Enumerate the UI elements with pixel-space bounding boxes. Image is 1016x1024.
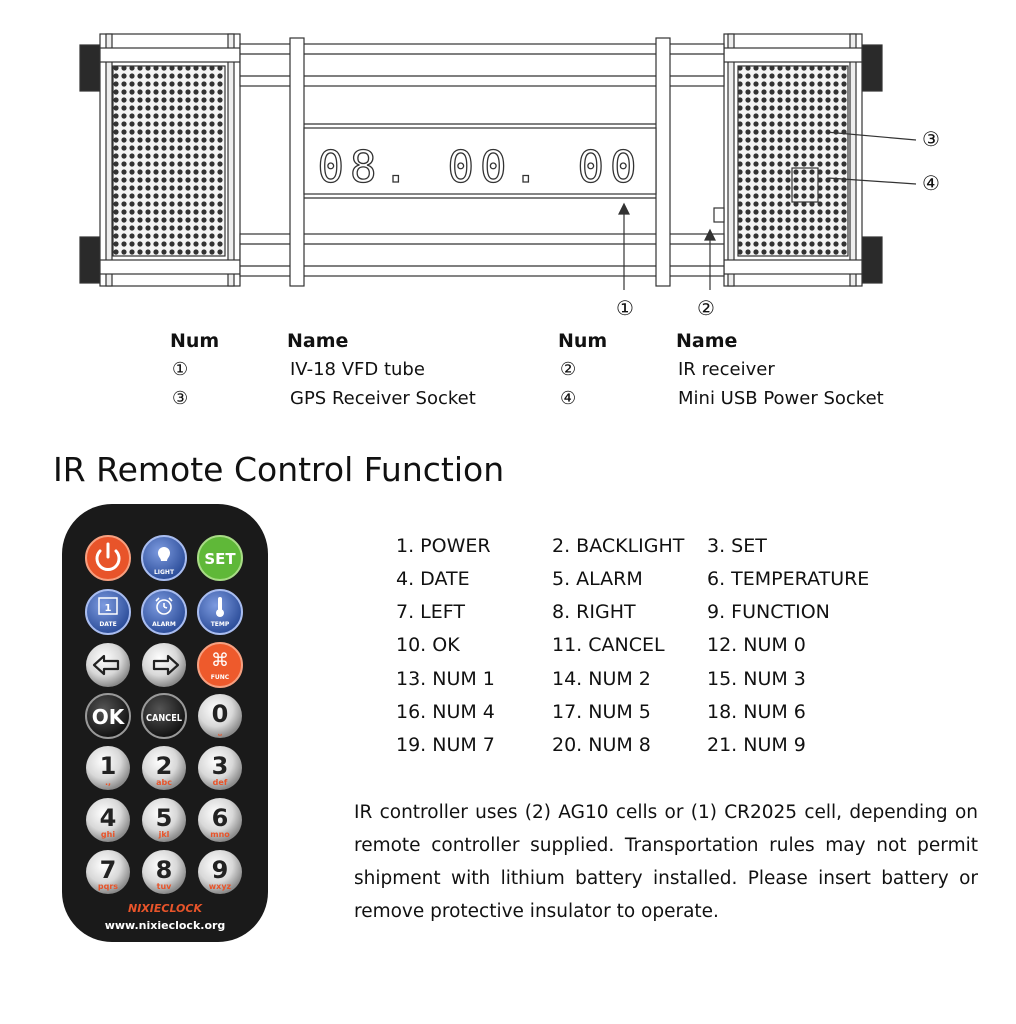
function-item: 14. NUM 2 bbox=[552, 668, 651, 690]
left-button[interactable] bbox=[86, 643, 130, 687]
num-8-letters: tuv bbox=[156, 882, 172, 891]
num-1-digit: 1 bbox=[99, 752, 117, 780]
function-item: 3. SET bbox=[707, 535, 767, 557]
num-3-letters: def bbox=[212, 778, 228, 787]
set-button[interactable] bbox=[198, 536, 242, 580]
num-5-button[interactable] bbox=[142, 798, 186, 842]
clock-diagram bbox=[0, 0, 1016, 326]
command-icon: ⌘ bbox=[211, 650, 229, 671]
function-item: 5. ALARM bbox=[552, 568, 643, 590]
callout-3: ③ bbox=[922, 127, 940, 151]
num-0-digit: 0 bbox=[211, 700, 229, 728]
parts-table bbox=[0, 326, 1016, 416]
num-6-button[interactable] bbox=[198, 798, 242, 842]
col-name-header-right: Name bbox=[676, 330, 738, 352]
function-item: 17. NUM 5 bbox=[552, 701, 651, 723]
part-num: ② bbox=[560, 359, 577, 380]
function-item: 2. BACKLIGHT bbox=[552, 535, 685, 557]
set-label: SET bbox=[204, 550, 236, 568]
temperature-button[interactable] bbox=[198, 590, 242, 634]
part-num: ① bbox=[172, 359, 189, 380]
part-name: GPS Receiver Socket bbox=[290, 388, 476, 409]
num-9-button[interactable] bbox=[198, 850, 242, 894]
part-num: ③ bbox=[172, 388, 189, 409]
function-item: 7. LEFT bbox=[396, 601, 465, 623]
function-item: 20. NUM 8 bbox=[552, 734, 651, 756]
function-item: 12. NUM 0 bbox=[707, 634, 806, 656]
part-name: IV-18 VFD tube bbox=[290, 359, 425, 380]
num-5-letters: jkl bbox=[158, 830, 170, 839]
num-0-letters: ⎵ bbox=[218, 727, 222, 736]
function-item: 19. NUM 7 bbox=[396, 734, 495, 756]
callout-4: ④ bbox=[922, 171, 940, 195]
part-name: IR receiver bbox=[678, 359, 775, 380]
callout-1: ① bbox=[616, 296, 634, 320]
col-num-header-right: Num bbox=[558, 330, 608, 352]
num-7-digit: 7 bbox=[99, 856, 117, 884]
light-label: LIGHT bbox=[153, 569, 175, 576]
num-1-letters: ., bbox=[104, 778, 112, 787]
date-calendar-number: 1 bbox=[104, 603, 112, 614]
num-9-digit: 9 bbox=[211, 856, 229, 884]
function-item: 10. OK bbox=[396, 634, 460, 656]
callout-2: ② bbox=[697, 296, 715, 320]
alarm-button[interactable] bbox=[142, 590, 186, 634]
num-2-button[interactable] bbox=[142, 746, 186, 790]
function-item: 4. DATE bbox=[396, 568, 470, 590]
num-4-button[interactable] bbox=[86, 798, 130, 842]
cancel-label: CANCEL bbox=[146, 713, 183, 724]
section-title: IR Remote Control Function bbox=[53, 450, 505, 489]
function-item: 9. FUNCTION bbox=[707, 601, 830, 623]
function-item: 8. RIGHT bbox=[552, 601, 636, 623]
remote-url: www.nixieclock.org bbox=[104, 919, 226, 932]
function-item: 16. NUM 4 bbox=[396, 701, 495, 723]
part-name: Mini USB Power Socket bbox=[678, 388, 884, 409]
num-4-letters: ghi bbox=[100, 830, 116, 839]
function-item: 13. NUM 1 bbox=[396, 668, 495, 690]
num-6-digit: 6 bbox=[211, 804, 229, 832]
num-6-letters: mno bbox=[210, 830, 230, 839]
num-8-button[interactable] bbox=[142, 850, 186, 894]
num-0-button[interactable] bbox=[198, 694, 242, 738]
function-button[interactable] bbox=[198, 643, 242, 687]
num-7-button[interactable] bbox=[86, 850, 130, 894]
date-button[interactable] bbox=[86, 590, 130, 634]
ir-remote-control bbox=[62, 504, 268, 942]
temp-label: TEMP bbox=[210, 621, 230, 628]
num-8-digit: 8 bbox=[155, 856, 173, 884]
function-item: 15. NUM 3 bbox=[707, 668, 806, 690]
ok-button[interactable] bbox=[86, 694, 130, 738]
alarm-label: ALARM bbox=[152, 621, 176, 628]
col-num-header-left: Num bbox=[170, 330, 220, 352]
num-1-button[interactable] bbox=[86, 746, 130, 790]
num-9-letters: wxyz bbox=[208, 882, 232, 891]
num-7-letters: pqrs bbox=[97, 882, 119, 891]
func-label: FUNC bbox=[210, 674, 230, 681]
ok-label: OK bbox=[91, 705, 125, 729]
col-name-header-left: Name bbox=[287, 330, 349, 352]
power-button[interactable] bbox=[86, 536, 130, 580]
right-button[interactable] bbox=[142, 643, 186, 687]
function-item: 21. NUM 9 bbox=[707, 734, 806, 756]
part-num: ④ bbox=[560, 388, 577, 409]
num-2-letters: abc bbox=[156, 778, 172, 787]
function-item: 6. TEMPERATURE bbox=[707, 568, 870, 590]
function-item: 11. CANCEL bbox=[552, 634, 665, 656]
date-label: DATE bbox=[99, 621, 117, 628]
num-5-digit: 5 bbox=[155, 804, 173, 832]
num-4-digit: 4 bbox=[99, 804, 117, 832]
battery-note: IR controller uses (2) AG10 cells or (1) CR2025 cell, depending on remote controller supplied. Transportation rules may not permit shipment with lithium battery installed. Please insert battery or remove protective insulator to operate. bbox=[354, 802, 978, 922]
function-item: 1. POWER bbox=[396, 535, 491, 557]
light-button[interactable] bbox=[142, 536, 186, 580]
vfd-display-digits: 08. 00. 00 bbox=[317, 142, 643, 193]
num-3-button[interactable] bbox=[198, 746, 242, 790]
num-3-digit: 3 bbox=[211, 752, 229, 780]
cancel-button[interactable] bbox=[142, 694, 186, 738]
num-2-digit: 2 bbox=[155, 752, 173, 780]
function-item: 18. NUM 6 bbox=[707, 701, 806, 723]
remote-brand: NIXIECLOCK bbox=[127, 902, 203, 915]
